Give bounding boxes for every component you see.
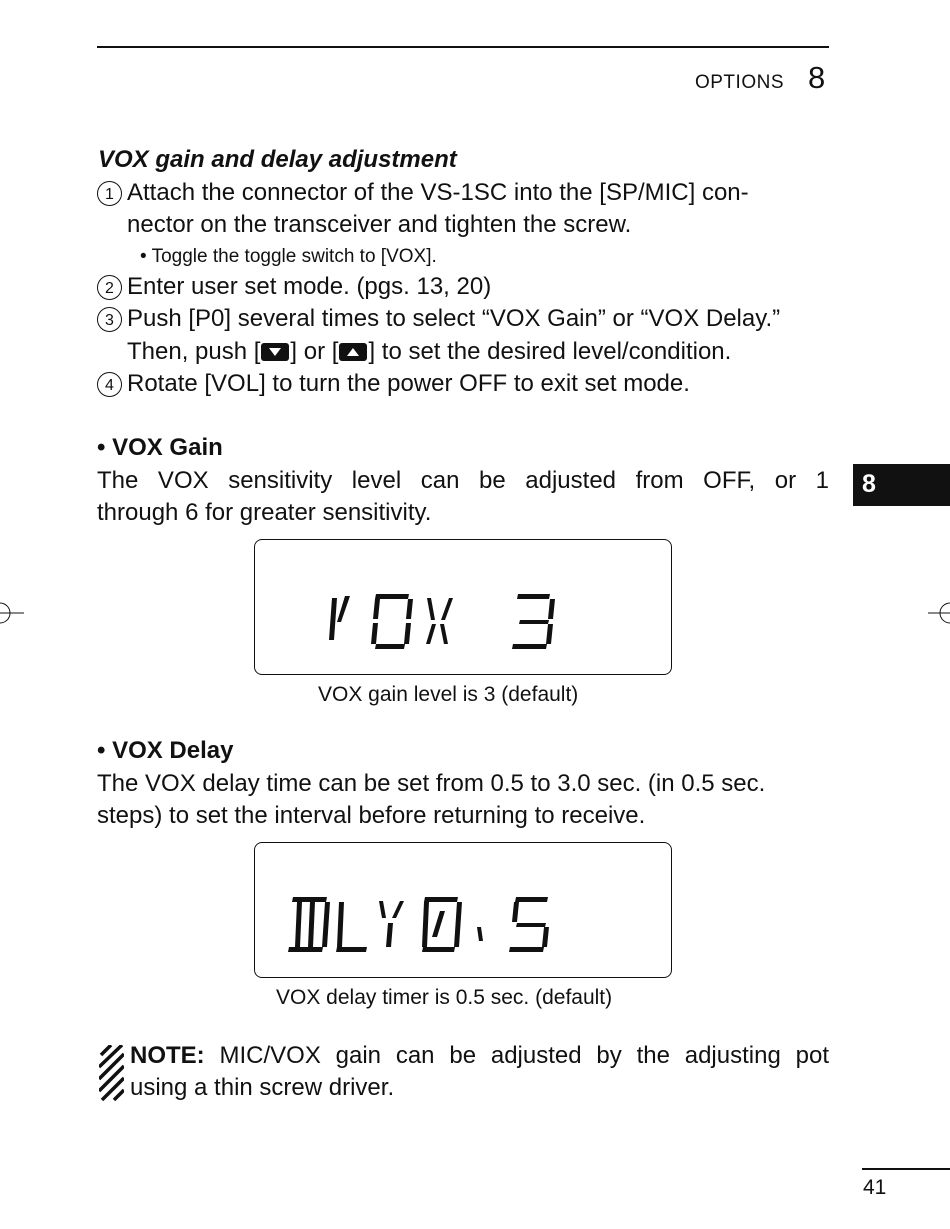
- vox-gain-heading: • VOX Gain: [97, 434, 223, 461]
- page-number: 41: [863, 1176, 887, 1199]
- registration-mark-right-icon: [928, 598, 950, 628]
- step-2-line-1: Enter user set mode. (pgs. 13, 20): [127, 273, 492, 300]
- lcd-display-vox-delay: [254, 842, 672, 978]
- step-3-then-suffix: ] to set the desired level/condition.: [368, 338, 732, 365]
- up-arrow-button-icon: [339, 343, 367, 361]
- vox-delay-text: [97, 768, 829, 832]
- vox-gain-text: [97, 465, 829, 529]
- footer-rule: [862, 1168, 950, 1170]
- vox-gain-caption: VOX gain level is 3 (default): [318, 683, 579, 706]
- vox-delay-text-line-2: steps) to set the interval before returning to receive.: [97, 802, 646, 829]
- step-3-then-prefix: Then, push [: [127, 338, 261, 365]
- lcd-segment-graphic-dly-0-5: [255, 843, 673, 979]
- step-4-line-1: Rotate [VOL] to turn the power OFF to exit set mode.: [127, 370, 690, 397]
- vox-delay-heading: • VOX Delay: [97, 737, 234, 764]
- chapter-side-tab: [853, 464, 950, 506]
- note-line-1: [130, 1040, 829, 1072]
- section-title: VOX gain and delay adjustment: [98, 146, 457, 173]
- note-hatch-icon: [99, 1045, 124, 1101]
- step-number-1: 1: [97, 181, 122, 206]
- header-rule: [97, 46, 829, 48]
- step-3-then-mid: ] or [: [290, 338, 339, 365]
- note-text-2: using a thin screw driver.: [130, 1074, 395, 1101]
- vox-gain-text-line-2: through 6 for greater sensitivity.: [97, 499, 432, 526]
- step-number-2: 2: [97, 275, 122, 300]
- lcd-display-vox-gain: [254, 539, 672, 675]
- vox-delay-caption: VOX delay timer is 0.5 sec. (default): [276, 986, 613, 1009]
- chapter-number: 8: [808, 60, 826, 95]
- step-number-4: 4: [97, 372, 122, 397]
- step-number-3: 3: [97, 307, 122, 332]
- vox-gain-text-line-1: The VOX sensitivity level can be adjusted from OFF, or 1: [97, 467, 829, 494]
- step-1-line-1: Attach the connector of the VS-1SC into the [SP/MIC] con-: [127, 179, 749, 206]
- step-1-subnote: • Toggle the toggle switch to [VOX].: [140, 246, 437, 267]
- lcd-segment-graphic-vox-3: [255, 540, 673, 676]
- chapter-side-tab-label: 8: [862, 470, 876, 498]
- step-3-line-2: [127, 337, 731, 367]
- note-text-1: MIC/VOX gain can be adjusted by the adjusting pot: [204, 1042, 829, 1069]
- registration-mark-left-icon: [0, 598, 24, 628]
- vox-delay-text-line-1: The VOX delay time can be set from 0.5 to 3.0 sec. (in 0.5 sec.: [97, 770, 766, 797]
- note-text: [130, 1040, 829, 1104]
- step-3-line-1: Push [P0] several times to select “VOX Gain” or “VOX Delay.”: [127, 305, 781, 332]
- step-1-line-2: nector on the transceiver and tighten the screw.: [127, 211, 632, 238]
- chapter-label: OPTIONS: [694, 72, 784, 93]
- down-arrow-button-icon: [261, 343, 289, 361]
- note-label: NOTE:: [130, 1042, 205, 1069]
